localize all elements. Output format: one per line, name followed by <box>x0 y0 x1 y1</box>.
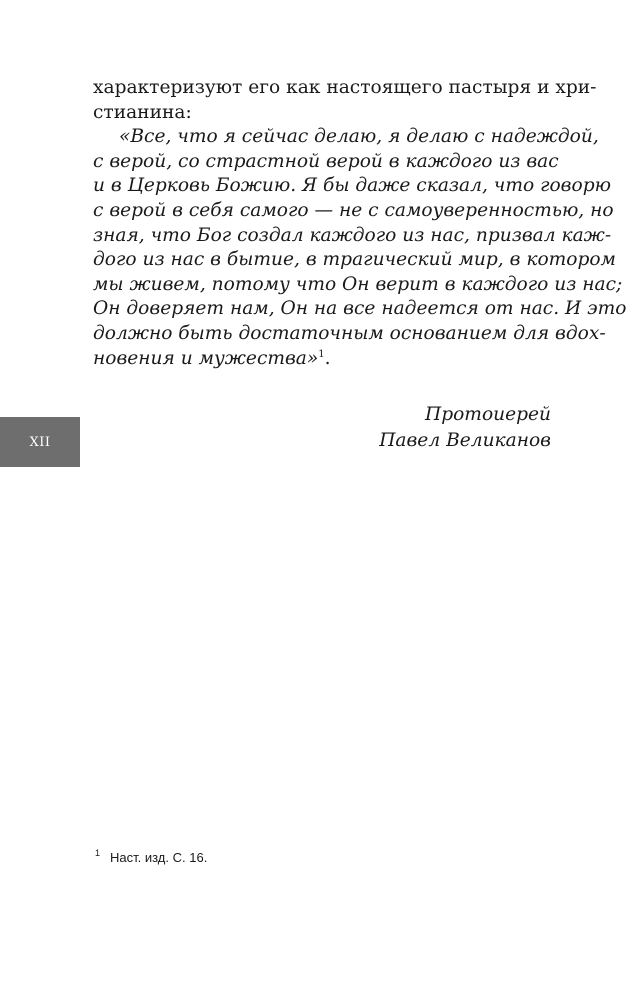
footnote-reference[interactable]: 1 <box>318 348 325 360</box>
quote-line: мы живем, потому что Он верит в каждого из нас; <box>93 273 623 295</box>
signature-title: Протоиерей <box>425 404 551 425</box>
quote-line-text: новения и мужества» <box>93 347 319 369</box>
page-number-tab <box>0 417 80 467</box>
signature <box>379 402 551 454</box>
text-line: стианина: <box>93 101 192 123</box>
page-number: XII <box>29 434 51 450</box>
quote-line: Он доверяет нам, Он на все надеется от нас. И это <box>93 298 627 320</box>
quote-end-punctuation: . <box>324 347 331 369</box>
footnote-text: Наст. изд. С. 16. <box>110 850 208 865</box>
footnote-mark: 1 <box>95 848 101 858</box>
signature-name: Павел Великанов <box>379 430 551 451</box>
quote-line: с верой, со страстной верой в каждого из вас <box>93 150 559 172</box>
quote-line: с верой в себя самого — не с самоуверенностью, но <box>93 199 614 221</box>
quote-line: дого из нас в бытие, в трагический мир, в котором <box>93 249 616 271</box>
quote-line: «Все, что я сейчас делаю, я делаю с надеждой, <box>119 126 599 148</box>
quote-line: зная, что Бог создал каждого из нас, призвал каж- <box>93 224 612 246</box>
quote-line: и в Церковь Божию. Я бы даже сказал, что говорю <box>93 175 611 197</box>
quote-last-line <box>93 347 551 372</box>
quote-line: должно быть достаточным основанием для вдох- <box>93 322 606 344</box>
main-text <box>93 76 627 371</box>
text-line: характеризуют его как настоящего пастыря и хри- <box>93 77 597 98</box>
footnote <box>95 848 207 865</box>
